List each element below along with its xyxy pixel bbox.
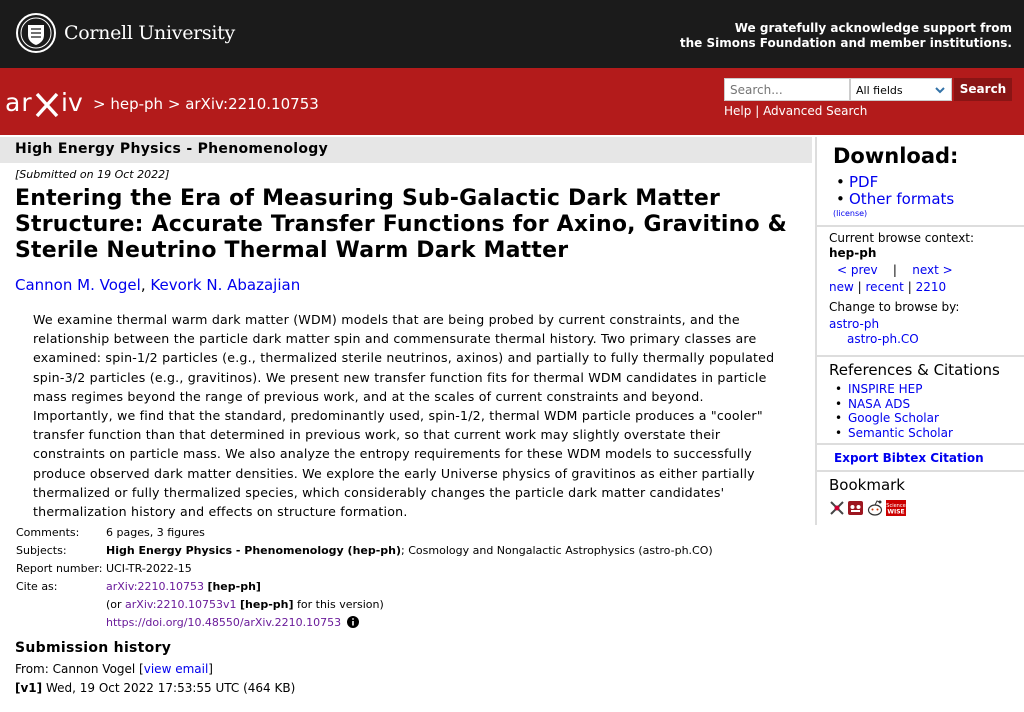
from-prefix: From: Cannon Vogel [	[15, 662, 144, 676]
report-label: Report number:	[16, 562, 103, 575]
v1-tag[interactable]: [v1]	[15, 681, 43, 695]
divider	[817, 443, 1024, 445]
acknowledgement	[680, 21, 1012, 51]
references-heading: References & Citations	[829, 361, 1000, 379]
v1-text: Wed, 19 Oct 2022 17:53:55 UTC (464 KB)	[45, 681, 296, 695]
bookmark-icons	[829, 499, 909, 521]
cite-suffix: for this version)	[297, 598, 384, 611]
download-item	[833, 174, 954, 191]
pn-divider: |	[892, 263, 897, 277]
crumb-paper-id: arXiv:2210.10753	[185, 95, 319, 113]
browse-links	[829, 280, 946, 294]
nasa-ads-link[interactable]: NASA ADS	[848, 396, 911, 411]
crumb-sep: >	[93, 95, 106, 113]
crumb-hep-ph[interactable]: hep-ph	[110, 95, 164, 113]
cite-v1-tag: [hep-ph]	[240, 598, 294, 611]
search-field-select[interactable]	[850, 78, 952, 101]
mendeley-icon[interactable]	[848, 501, 863, 515]
recent-link[interactable]: recent	[865, 280, 904, 294]
report-value: UCI-TR-2022-15	[106, 562, 192, 575]
sciencewise-icon[interactable]	[886, 500, 906, 516]
cite-link[interactable]: arXiv:2210.10753	[106, 580, 204, 593]
context-label: Current browse context:	[829, 231, 975, 245]
reference-item	[832, 426, 953, 441]
browse-astro-ph-link[interactable]: astro-ph	[829, 317, 880, 331]
download-heading: Download:	[833, 144, 959, 168]
google-scholar-link[interactable]: Google Scholar	[848, 411, 939, 426]
author-link[interactable]: Kevork N. Abazajian	[150, 276, 301, 294]
chevron-down-icon	[934, 84, 946, 96]
subjects-value	[106, 542, 713, 560]
cite-version	[106, 596, 384, 614]
subjects-label: Subjects:	[16, 544, 67, 557]
abstract: We examine thermal warm dark matter (WDM) models that are being probed by current constraints, and the relationship between the particle dark matter spin and commensurate thermal history. Two primary classes are examined: spin-1/2 particles (e.g., thermalized sterile neutrinos, axinos) and partially to fully thermally populated spin-3/2 particles (e.g., gravitinos). We present new transfer function fits for thermal WDM candidates in particle mass regimes beyond the range of previous work, and at the scales of current constraints and beyond. Importantly, we find that the standard, predominantly used, spin-1/2, thermal WDM particle produces a "cooler" transfer function than that determined in previous work, so that current work may slightly overstate their constraints on particle mass. We also analyze the entropy requirements for these WDM models to successfully produce observed dark matter densities. We explore the early Universe physics of gravitinos as either partially thermalized or fully thermalized species, which considerably changes the particle dark matter candidates' thermalization history and effects on structure formation.	[33, 312, 775, 520]
references-list	[832, 382, 953, 440]
crumb-sep: >	[167, 95, 181, 113]
subject-heading: High Energy Physics - Phenomenology	[15, 141, 329, 157]
context-value: hep-ph	[829, 246, 877, 260]
cornell-seal-icon[interactable]	[16, 13, 56, 53]
prev-link[interactable]: < prev	[837, 263, 878, 277]
browse-astro-ph-co-link[interactable]: astro-ph.CO	[847, 332, 919, 346]
author-link[interactable]: Cannon M. Vogel	[15, 276, 141, 294]
comments-value: 6 pages, 3 figures	[106, 526, 205, 539]
comments-label: Comments:	[16, 526, 80, 539]
help-links	[724, 104, 867, 118]
subject-bar	[0, 137, 812, 163]
ack-line-1: We gratefully acknowledge support from	[734, 21, 1012, 35]
cite-value	[106, 578, 261, 596]
author-sep: ,	[140, 276, 146, 294]
arxiv-header	[0, 68, 1024, 135]
svg-text:Science: Science	[886, 503, 906, 509]
cite-v1-link[interactable]: arXiv:2210.10753v1	[125, 598, 237, 611]
arxiv-logo-icon[interactable]	[5, 86, 91, 120]
download-list	[833, 174, 954, 208]
view-email-link[interactable]: view email	[143, 662, 209, 676]
help-link[interactable]: Help	[724, 104, 752, 118]
inspire-hep-link[interactable]: INSPIRE HEP	[848, 382, 923, 396]
reference-item	[832, 382, 953, 397]
svg-text:ar: ar	[5, 88, 33, 117]
pdf-link[interactable]: PDF	[849, 173, 879, 191]
change-browse-label: Change to browse by:	[829, 300, 960, 314]
browse-box	[817, 227, 1024, 357]
svg-text:iv: iv	[61, 88, 83, 117]
semantic-scholar-link[interactable]: Semantic Scholar	[848, 425, 953, 440]
new-link[interactable]: new	[829, 280, 854, 294]
year-link[interactable]: 2210	[915, 280, 947, 294]
download-item	[833, 191, 954, 208]
doi-link[interactable]: https://doi.org/10.48550/arXiv.2210.10753	[106, 616, 342, 629]
bibsonomy-icon[interactable]	[831, 502, 843, 514]
next-link[interactable]: next >	[912, 263, 953, 277]
bl-divider: |	[857, 280, 862, 294]
other-subjects: ; Cosmology and Nongalactic Astrophysics (astro-ph.CO)	[401, 544, 713, 557]
from-suffix: ]	[208, 662, 213, 676]
info-icon[interactable]	[347, 616, 359, 628]
export-bibtex-link[interactable]: Export Bibtex Citation	[834, 451, 984, 465]
reference-item	[832, 397, 953, 412]
search-field-value: All fields	[856, 84, 903, 97]
other-formats-link[interactable]: Other formats	[849, 190, 955, 208]
download-box	[817, 137, 1024, 227]
reference-item	[832, 411, 953, 426]
search-input[interactable]	[724, 78, 850, 101]
bookmark-heading: Bookmark	[829, 476, 905, 494]
reddit-icon[interactable]	[869, 501, 882, 516]
paper-title: Entering the Era of Measuring Sub-Galactic Dark Matter Structure: Accurate Transfer Functions for Axino, Gravitino & Sterile Neutrino Thermal Warm Dark Matter	[15, 186, 788, 263]
submission-history-heading: Submission history	[15, 640, 172, 656]
submitted-date: [Submitted on 19 Oct 2022]	[15, 168, 170, 181]
breadcrumb	[93, 95, 319, 113]
cornell-university-link[interactable]: Cornell University	[64, 22, 235, 44]
license-link[interactable]: (license)	[833, 209, 868, 218]
cite-tag: [hep-ph]	[207, 580, 261, 593]
search-button[interactable]: Search	[954, 78, 1012, 101]
divider	[817, 470, 1024, 472]
authors	[15, 276, 300, 294]
svg-text:WISE: WISE	[887, 508, 905, 516]
cite-label: Cite as:	[16, 580, 58, 593]
ack-line-2: the Simons Foundation and member institutions.	[679, 36, 1012, 50]
cite-or: (or	[106, 598, 122, 611]
cornell-header	[0, 0, 1024, 68]
submission-from	[15, 662, 213, 676]
sidebar	[815, 137, 1024, 525]
primary-subject: High Energy Physics - Phenomenology (hep-ph)	[106, 544, 402, 557]
version-v1	[15, 681, 295, 695]
help-divider: |	[755, 104, 760, 118]
prev-next	[837, 263, 953, 277]
bl-divider: |	[907, 280, 912, 294]
advanced-search-link[interactable]: Advanced Search	[763, 104, 868, 118]
